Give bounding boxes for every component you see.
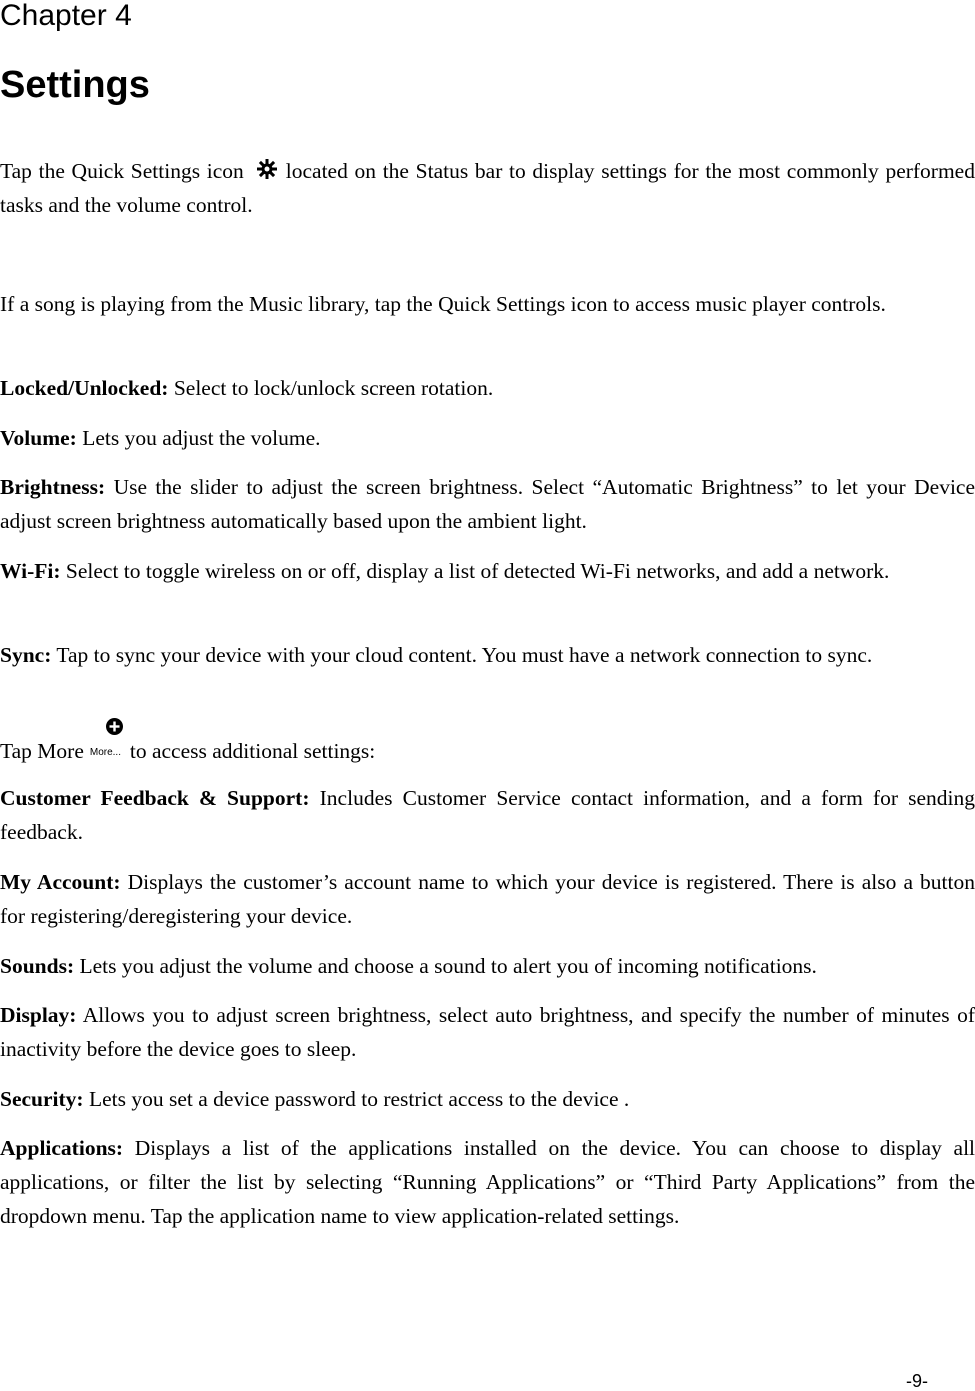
intro-text-end: located on the Status bar to display settings for the most commonly performed tasks and the volume control. [0,159,975,217]
setting-sync [0,638,975,672]
setting-term: Customer Feedback & Support: [0,786,310,810]
setting-display [0,998,975,1066]
setting-sounds [0,949,975,983]
setting-my-account [0,865,975,933]
chapter-label: Chapter 4 [0,0,132,32]
setting-term: Display: [0,1003,77,1027]
setting-description: Displays the customer’s account name to which your device is registered. There is also a button for registering/deregistering your device. [0,870,975,928]
setting-wifi [0,554,975,588]
setting-description: Tap to sync your device with your cloud content. You must have a network connection to sync. [56,643,873,667]
setting-description: Select to lock/unlock screen rotation. [173,376,494,400]
setting-description: Select to toggle wireless on or off, display a list of detected Wi-Fi networks, and add a network. [65,559,890,583]
more-icon-label: More... [89,747,121,758]
setting-description: Displays a list of the applications installed on the device. You can choose to display all applications, or filter the list by selecting “Running Applications” or “Third Party Applications” from the dropdown menu. Tap the application name to view application-related settings. [0,1136,975,1228]
setting-term: Security: [0,1087,84,1111]
more-button-icon [90,732,130,762]
setting-description: Use the slider to adjust the screen brightness. Select “Automatic Brightness” to let your Device adjust screen brightness automatically based upon the ambient light. [0,475,975,533]
setting-term: Sounds: [0,954,75,978]
setting-term: Wi-Fi: [0,559,61,583]
setting-applications [0,1131,975,1233]
setting-description: Lets you set a device password to restrict access to the device . [88,1087,630,1111]
setting-term: Sync: [0,643,52,667]
setting-volume [0,421,975,455]
music-paragraph: If a song is playing from the Music library, tap the Quick Settings icon to access music player controls. [0,292,886,316]
page-title: Settings [0,64,150,106]
setting-description: Lets you adjust the volume and choose a sound to alert you of incoming notifications. [79,954,817,978]
plus-circle-icon [106,718,123,735]
setting-brightness [0,470,975,538]
tap-more-paragraph [0,732,975,768]
tap-more-text-start: Tap More [0,739,84,763]
setting-term: Brightness: [0,475,106,499]
setting-term: My Account: [0,870,121,894]
setting-term: Volume: [0,426,77,450]
setting-term: Applications: [0,1136,124,1160]
intro-paragraph [0,154,975,222]
setting-description: Includes Customer Service contact information, and a form for sending feedback. [0,786,975,844]
setting-description: Lets you adjust the volume. [82,426,321,450]
gear-icon [256,156,278,178]
setting-term: Locked/Unlocked: [0,376,169,400]
setting-locked-unlocked [0,371,975,405]
setting-description: Allows you to adjust screen brightness, select auto brightness, and specify the number of minutes of inactivity before the device goes to sleep. [0,1003,975,1061]
setting-customer-feedback [0,781,975,849]
page-number: -9- [906,1371,928,1391]
intro-text-start: Tap the Quick Settings icon [0,159,244,183]
setting-security [0,1082,975,1116]
tap-more-text-end: to access additional settings: [129,739,376,763]
